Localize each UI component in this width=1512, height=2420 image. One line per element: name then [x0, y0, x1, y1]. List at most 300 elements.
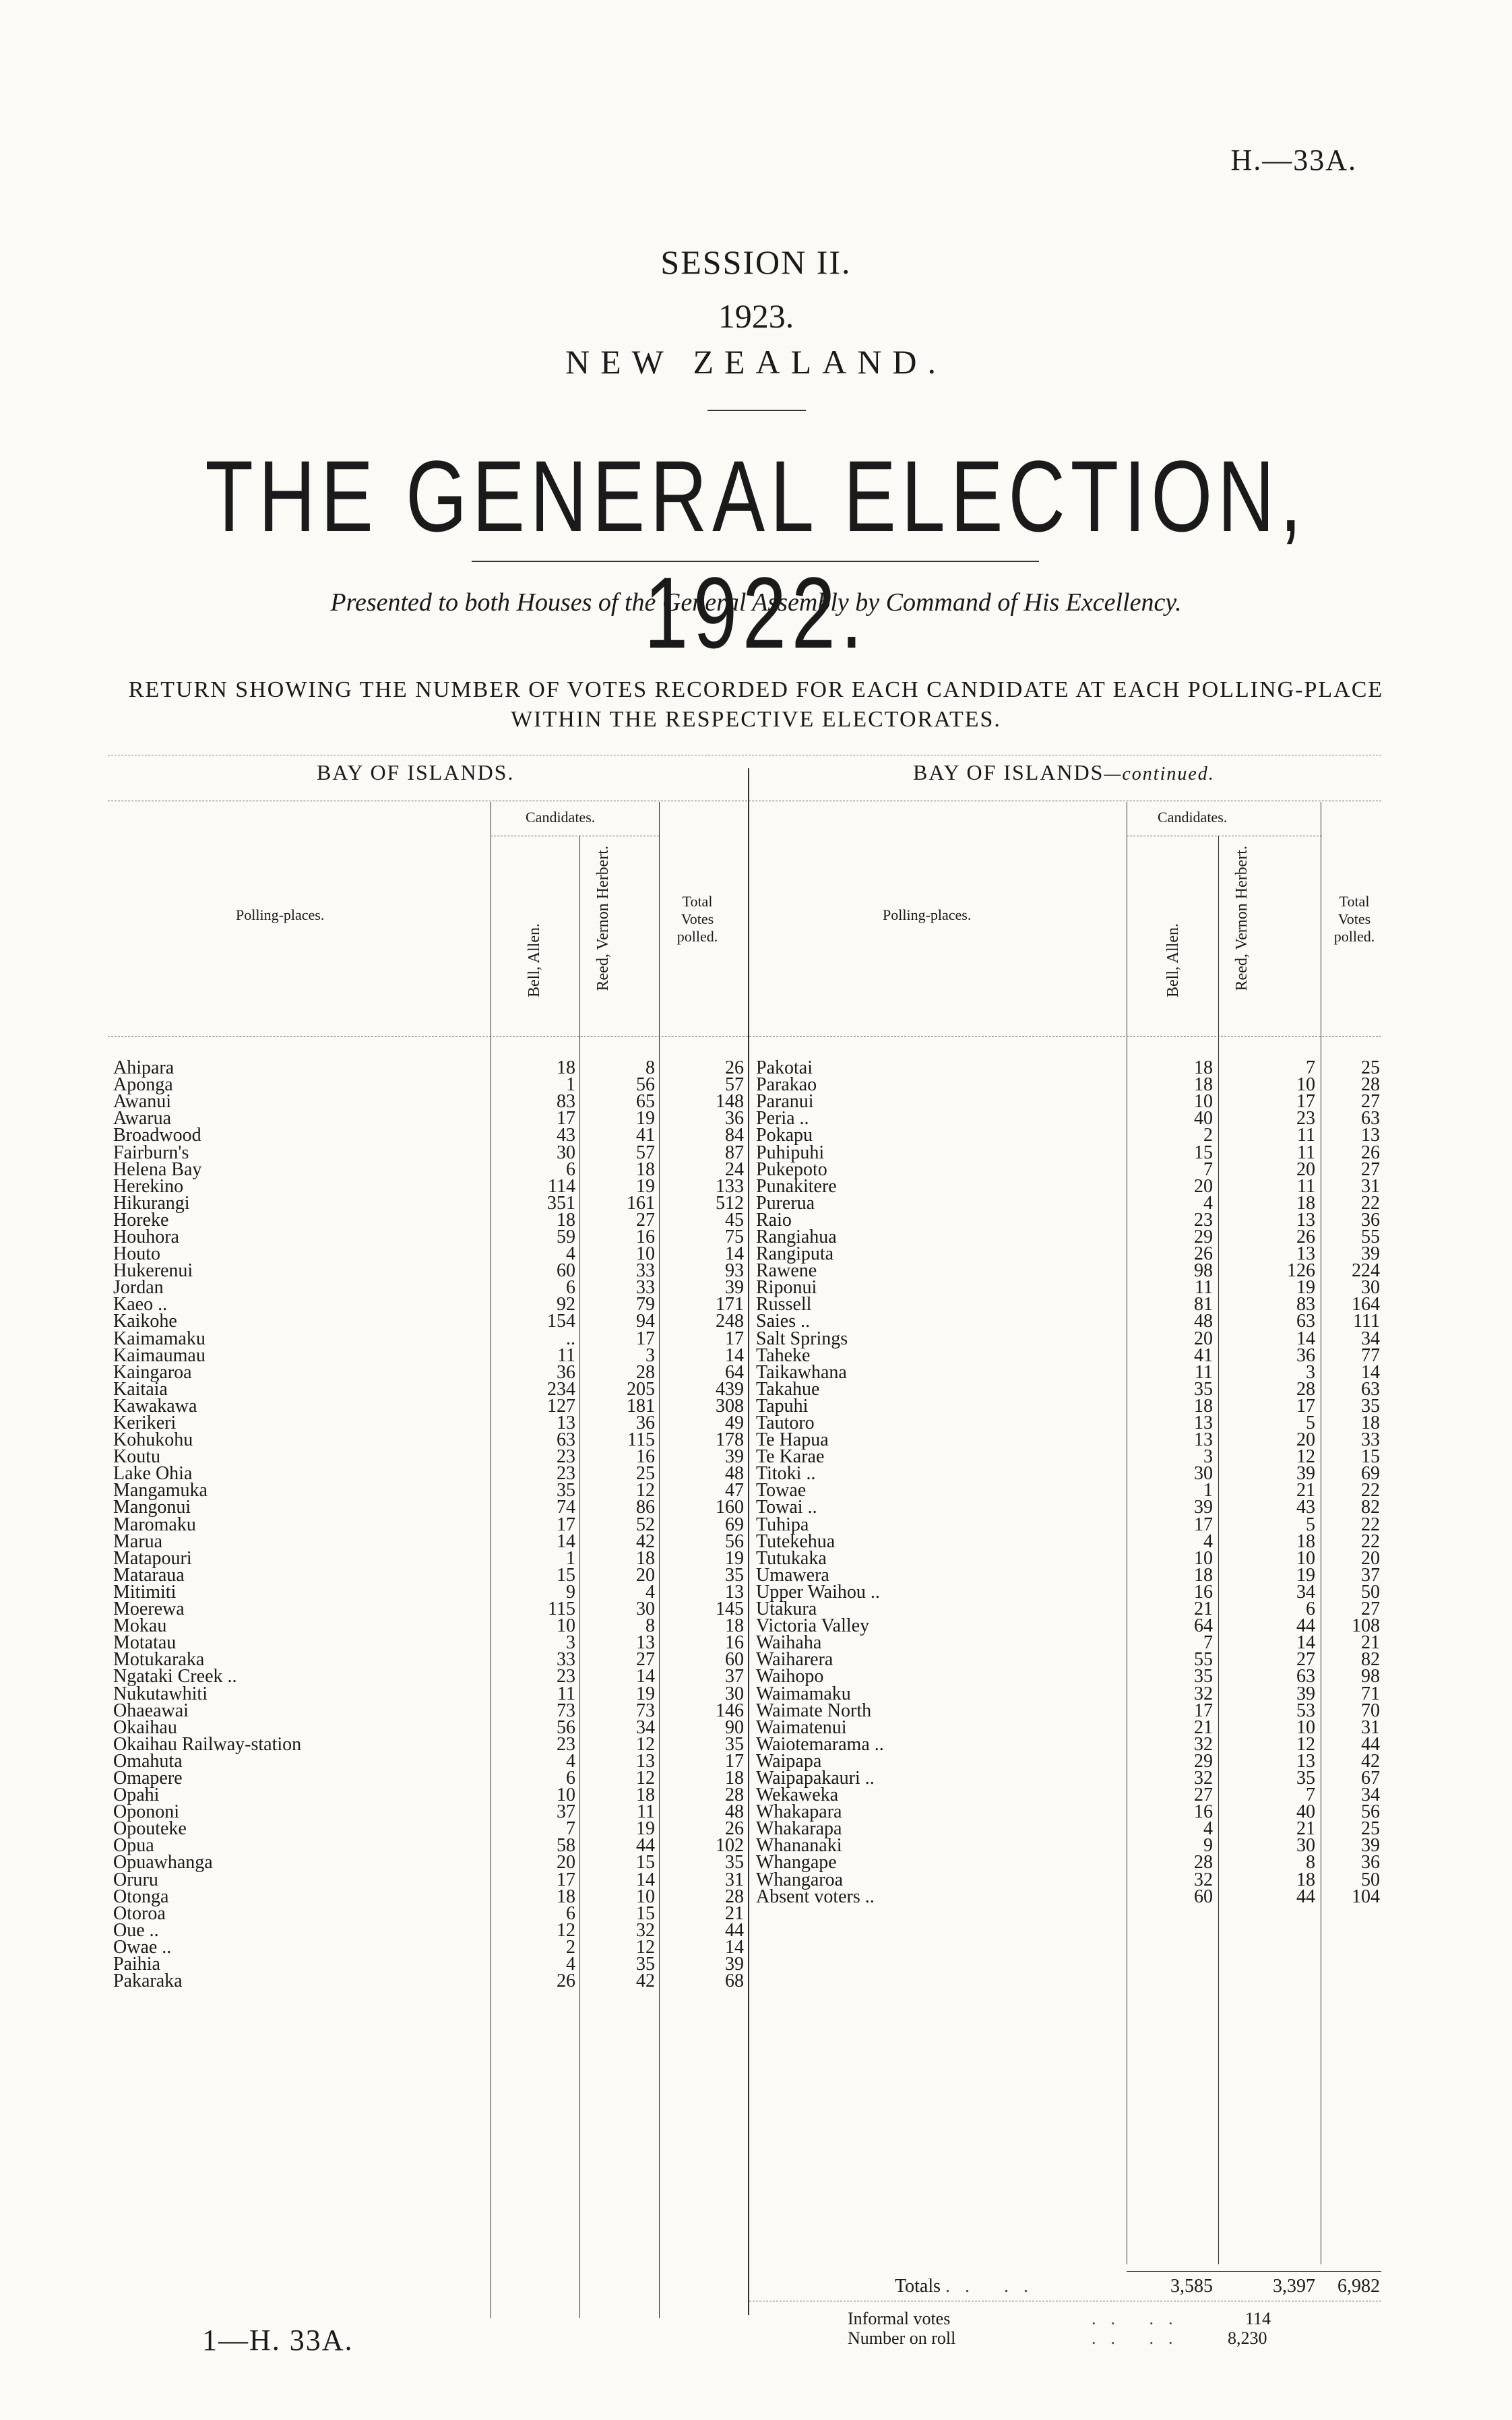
votes-candidate-1: 4	[1203, 1818, 1213, 1840]
votes-candidate-1: 58	[557, 1835, 575, 1857]
votes-candidate-2: 32	[636, 1919, 655, 1941]
polling-place-name: Helena Bay	[113, 1158, 202, 1180]
polling-place-name: Owae ..	[113, 1936, 172, 1958]
votes-candidate-2: 13	[636, 1632, 655, 1654]
polling-place-name: Utakura	[756, 1599, 817, 1620]
table-row	[111, 1973, 747, 1989]
polling-place-name: Waimate North	[756, 1700, 872, 1721]
right-electorate-name: BAY OF ISLANDS	[913, 760, 1104, 784]
votes-total: 145	[716, 1599, 744, 1620]
votes-total: 39	[725, 1277, 744, 1299]
votes-candidate-1: 81	[1194, 1294, 1213, 1315]
votes-candidate-2: 16	[636, 1226, 655, 1247]
votes-total: 31	[725, 1869, 744, 1890]
votes-candidate-2: 12	[1296, 1446, 1315, 1468]
polling-place-name: Waimamaku	[756, 1683, 851, 1704]
votes-candidate-2: 23	[1296, 1108, 1315, 1129]
votes-total: 90	[725, 1716, 744, 1738]
votes-candidate-2: 33	[636, 1260, 655, 1282]
votes-candidate-2: 44	[1296, 1615, 1315, 1637]
votes-total: 19	[725, 1547, 744, 1569]
table-row	[753, 1178, 1383, 1195]
country-heading: NEW ZEALAND.	[565, 343, 947, 381]
votes-total: 20	[1361, 1547, 1380, 1569]
votes-total: 22	[1361, 1514, 1380, 1535]
votes-candidate-1: 9	[1203, 1835, 1213, 1857]
votes-total: 14	[725, 1243, 744, 1265]
votes-candidate-1: 30	[557, 1142, 575, 1163]
votes-candidate-2: 20	[636, 1564, 655, 1586]
polling-place-name: Ohaeawai	[113, 1700, 189, 1721]
polling-place-name: Kohukohu	[113, 1429, 193, 1451]
polling-place-name: Takahue	[756, 1378, 820, 1400]
divider	[108, 1036, 748, 1037]
votes-candidate-2: 8	[645, 1615, 655, 1637]
votes-candidate-1: 21	[1194, 1716, 1213, 1738]
votes-candidate-2: 35	[636, 1954, 655, 1975]
table-row	[111, 1347, 747, 1364]
table-row	[753, 1279, 1383, 1296]
votes-candidate-2: 33	[636, 1277, 655, 1299]
votes-candidate-1: 10	[557, 1615, 575, 1637]
votes-candidate-1: 35	[1194, 1378, 1213, 1400]
votes-candidate-1: 14	[557, 1530, 575, 1552]
votes-candidate-2: 20	[1296, 1158, 1315, 1180]
polling-place-name: Aponga	[113, 1074, 173, 1096]
votes-candidate-2: 7	[1306, 1057, 1315, 1079]
votes-total: 18	[725, 1767, 744, 1789]
votes-candidate-2: 10	[1296, 1074, 1315, 1096]
votes-candidate-2: 86	[636, 1497, 655, 1518]
polling-place-name: Awarua	[113, 1108, 172, 1129]
votes-total: 224	[1352, 1260, 1380, 1282]
votes-candidate-1: 6	[566, 1767, 575, 1789]
polling-place-name: Pakaraka	[113, 1971, 183, 1992]
polling-place-name: Paihia	[113, 1954, 160, 1975]
left-candidate-2: Reed, Vernon Herbert.	[594, 846, 612, 991]
polling-place-name: Salt Springs	[756, 1328, 848, 1349]
votes-total: 48	[725, 1801, 744, 1823]
polling-place-name: Omahuta	[113, 1750, 183, 1772]
votes-candidate-1: 20	[557, 1852, 575, 1873]
votes-total: 71	[1361, 1683, 1380, 1704]
votes-candidate-2: 18	[1296, 1192, 1315, 1214]
table-row	[111, 1854, 747, 1871]
votes-total: 26	[725, 1818, 744, 1840]
polling-place-name: Tapuhi	[756, 1395, 809, 1417]
table-row	[753, 1110, 1383, 1127]
votes-total: 30	[1361, 1277, 1380, 1299]
votes-candidate-1: 60	[557, 1260, 575, 1282]
votes-candidate-1: 15	[557, 1564, 575, 1586]
polling-place-name: Omapere	[113, 1767, 183, 1789]
votes-candidate-2: 3	[645, 1344, 655, 1366]
polling-place-name: Herekino	[113, 1175, 184, 1197]
votes-candidate-2: 79	[636, 1294, 655, 1315]
votes-candidate-2: 19	[636, 1683, 655, 1704]
polling-place-cell	[111, 1818, 491, 1840]
votes-candidate-2: 6	[1306, 1599, 1315, 1620]
polling-place-name: Ngataki Creek ..	[113, 1666, 237, 1687]
votes-candidate-2: 5	[1306, 1514, 1315, 1535]
table-row	[111, 1127, 747, 1144]
polling-place-name: Hikurangi	[113, 1192, 190, 1214]
table-row	[111, 1313, 747, 1330]
votes-total: 47	[725, 1480, 744, 1501]
votes-candidate-1: 1	[566, 1074, 575, 1096]
polling-place-name: Horeke	[113, 1209, 169, 1231]
votes-total: 39	[725, 1446, 744, 1468]
votes-candidate-2: 43	[1296, 1497, 1315, 1518]
totals-label: Totals	[895, 2276, 941, 2297]
votes-candidate-2: 12	[636, 1480, 655, 1501]
votes-candidate-2: 19	[636, 1818, 655, 1840]
table-row	[111, 1685, 747, 1702]
right-candidates-label: Candidates.	[1158, 809, 1228, 826]
polling-place-name: Victoria Valley	[756, 1615, 870, 1637]
votes-candidate-1: 10	[1194, 1547, 1213, 1569]
votes-total: 56	[725, 1530, 744, 1552]
votes-total: 34	[1361, 1328, 1380, 1349]
votes-total: 36	[1361, 1209, 1380, 1231]
return-line-2: WITHIN THE RESPECTIVE ELECTORATES.	[511, 707, 1001, 732]
votes-candidate-1: 11	[557, 1344, 575, 1366]
votes-candidate-2: 14	[636, 1666, 655, 1687]
votes-candidate-2: 40	[1296, 1801, 1315, 1823]
votes-candidate-2: 30	[1296, 1835, 1315, 1857]
votes-candidate-2: 19	[636, 1175, 655, 1197]
polling-place-name: Houhora	[113, 1226, 179, 1247]
polling-place-cell	[111, 1971, 491, 1992]
table-row	[753, 1803, 1383, 1820]
polling-place-name: Rangiputa	[756, 1243, 834, 1265]
polling-place-name: Awanui	[113, 1091, 172, 1113]
votes-candidate-2: 18	[636, 1158, 655, 1180]
votes-total: 36	[1361, 1852, 1380, 1873]
votes-candidate-1: 23	[557, 1446, 575, 1468]
right-results-table	[753, 1059, 1383, 1905]
votes-total: 17	[725, 1328, 744, 1349]
polling-place-cell	[753, 1499, 1124, 1516]
table-row	[111, 1161, 747, 1178]
polling-place-name: Purerua	[756, 1192, 815, 1214]
table-row	[753, 1651, 1383, 1668]
votes-total: 98	[1361, 1666, 1380, 1687]
votes-candidate-1: 11	[1195, 1277, 1213, 1299]
polling-place-cell	[111, 1599, 491, 1620]
votes-candidate-2: 17	[636, 1328, 655, 1349]
votes-total: 14	[725, 1344, 744, 1366]
votes-total: 68	[725, 1971, 744, 1992]
votes-candidate-2: 12	[636, 1733, 655, 1755]
votes-total: 512	[716, 1192, 744, 1214]
page-title: THE GENERAL ELECTION, 1922.	[205, 439, 1307, 669]
votes-candidate-2: 52	[636, 1514, 655, 1535]
votes-total: 27	[1361, 1158, 1380, 1180]
votes-total: 45	[725, 1209, 744, 1231]
votes-total: 56	[1361, 1801, 1380, 1823]
polling-place-name: Titoki ..	[756, 1463, 816, 1485]
votes-candidate-2: 73	[636, 1700, 655, 1721]
table-row	[753, 1736, 1383, 1753]
votes-candidate-1: 26	[557, 1971, 575, 1992]
votes-candidate-1: 56	[557, 1716, 575, 1738]
roll-label: Number on roll	[848, 2328, 956, 2348]
votes-candidate-1: 55	[1194, 1649, 1213, 1671]
left-results-table	[111, 1057, 747, 1992]
votes-candidate-2: 25	[636, 1463, 655, 1485]
votes-candidate-2: 14	[636, 1869, 655, 1890]
votes-total: 18	[1361, 1413, 1380, 1434]
votes-candidate-1: 23	[557, 1733, 575, 1755]
votes-candidate-1: 2	[1203, 1125, 1213, 1146]
votes-candidate-1: 10	[557, 1785, 575, 1806]
votes-candidate-1: 11	[557, 1683, 575, 1704]
table-row	[753, 1617, 1383, 1634]
votes-candidate-1: 37	[557, 1801, 575, 1823]
polling-place-cell	[111, 1888, 491, 1905]
votes-candidate-1: 64	[1194, 1615, 1213, 1637]
votes-total: 93	[725, 1260, 744, 1282]
table-row	[111, 1499, 747, 1516]
votes-total: 35	[725, 1733, 744, 1755]
votes-total: 39	[725, 1954, 744, 1975]
votes-candidate-1: 74	[557, 1497, 575, 1518]
votes-candidate-1: 18	[557, 1057, 575, 1079]
votes-candidate-1: 29	[1194, 1750, 1213, 1772]
votes-candidate-2: 10	[1296, 1547, 1315, 1569]
votes-candidate-2: 28	[636, 1361, 655, 1383]
votes-candidate-2: 63	[1296, 1666, 1315, 1687]
polling-place-name: Kaimaumau	[113, 1344, 206, 1366]
votes-total: 39	[1361, 1835, 1380, 1857]
polling-place-name: Mangonui	[113, 1497, 191, 1518]
polling-place-name: Te Hapua	[756, 1429, 829, 1451]
polling-place-name: Opouteke	[113, 1818, 187, 1840]
table-row	[111, 1888, 747, 1905]
polling-place-name: Tuhipa	[756, 1514, 809, 1535]
votes-total: 14	[1361, 1361, 1380, 1383]
votes-total: 160	[716, 1497, 744, 1518]
votes-total: 22	[1361, 1192, 1380, 1214]
table-row	[111, 1516, 747, 1533]
table-row	[753, 1229, 1383, 1245]
votes-candidate-2: 12	[636, 1767, 655, 1789]
votes-total: 178	[716, 1429, 744, 1451]
polling-place-cell	[753, 1192, 1124, 1214]
votes-candidate-1: 17	[557, 1869, 575, 1890]
votes-candidate-1: 15	[1194, 1142, 1213, 1163]
polling-place-name: Tutukaka	[756, 1547, 827, 1569]
votes-candidate-1: 17	[1194, 1700, 1213, 1721]
continued-label: —continued.	[1104, 764, 1215, 784]
polling-place-name: Opua	[113, 1835, 154, 1857]
votes-candidate-1: 28	[1194, 1852, 1213, 1873]
votes-candidate-2: 13	[1296, 1750, 1315, 1772]
votes-candidate-2: 14	[1296, 1632, 1315, 1654]
polling-place-name: Jordan	[113, 1277, 164, 1299]
votes-total: 31	[1361, 1175, 1380, 1197]
votes-candidate-1: 11	[1195, 1361, 1213, 1383]
leader-dots: .. ..	[1092, 2309, 1188, 2328]
votes-candidate-2: 8	[645, 1057, 655, 1079]
votes-candidate-1: 30	[1194, 1463, 1213, 1485]
polling-place-name: Taikawhana	[756, 1361, 847, 1383]
votes-candidate-2: 65	[636, 1091, 655, 1113]
polling-place-name: Whakapara	[756, 1801, 842, 1823]
votes-candidate-2: 94	[636, 1311, 655, 1332]
votes-total: 30	[725, 1683, 744, 1704]
polling-place-name: Wekaweka	[756, 1785, 839, 1806]
votes-candidate-2: 21	[1296, 1480, 1315, 1501]
table-row	[753, 1465, 1383, 1482]
votes-total: 39	[1361, 1243, 1380, 1265]
polling-place-name: Kawakawa	[113, 1395, 197, 1417]
table-row	[753, 1296, 1383, 1313]
votes-candidate-2: 27	[636, 1649, 655, 1671]
table-row	[753, 1888, 1383, 1905]
polling-place-name: Kaimamaku	[113, 1328, 206, 1349]
table-row	[753, 1482, 1383, 1499]
votes-total: 35	[725, 1564, 744, 1586]
left-candidates-label: Candidates.	[526, 809, 596, 826]
votes-candidate-1: 73	[557, 1700, 575, 1721]
votes-total: 84	[725, 1125, 744, 1146]
votes-candidate-1: 36	[557, 1361, 575, 1383]
polling-place-name: Umawera	[756, 1564, 829, 1586]
polling-place-name: Hukerenui	[113, 1260, 193, 1282]
right-candidate-2: Reed, Vernon Herbert.	[1233, 846, 1251, 991]
polling-place-cell	[111, 1936, 491, 1958]
table-row	[753, 1381, 1383, 1398]
votes-candidate-1: 6	[566, 1902, 575, 1924]
right-results-body	[753, 1059, 1383, 1905]
votes-total: 35	[725, 1852, 744, 1873]
votes-total: 164	[1352, 1294, 1380, 1315]
votes-candidate-1: 234	[547, 1378, 575, 1400]
table-row	[753, 1059, 1383, 1076]
votes-candidate-2: 19	[636, 1108, 655, 1129]
polling-place-name: Pokapu	[756, 1125, 813, 1146]
polling-place-cell	[111, 1767, 491, 1789]
polling-place-name: Punakitere	[756, 1175, 837, 1197]
votes-candidate-2: 13	[636, 1750, 655, 1772]
votes-candidate-1: 10	[1194, 1091, 1213, 1113]
votes-total: 87	[725, 1142, 744, 1163]
votes-total: 27	[1361, 1599, 1380, 1620]
divider	[472, 561, 1039, 562]
votes-candidate-2: 17	[1296, 1091, 1315, 1113]
votes-candidate-1: 1	[1203, 1480, 1213, 1501]
votes-candidate-1: 3	[566, 1632, 575, 1654]
votes-total: 28	[725, 1886, 744, 1907]
votes-total: 69	[1361, 1463, 1380, 1485]
votes-candidate-1: 63	[557, 1429, 575, 1451]
table-row	[753, 1837, 1383, 1854]
votes-total: 104	[1352, 1886, 1380, 1907]
votes-candidate-2: 36	[1296, 1344, 1315, 1366]
votes-candidate-1: 17	[557, 1108, 575, 1129]
votes-total: 67	[1361, 1767, 1380, 1789]
votes-total: 64	[725, 1361, 744, 1383]
votes-candidate-2: 16	[636, 1446, 655, 1468]
table-row	[753, 1770, 1383, 1787]
polling-place-name: Towai ..	[756, 1497, 817, 1518]
votes-candidate-1: 7	[1203, 1632, 1213, 1654]
roll-value: 8,230	[1228, 2328, 1267, 2348]
votes-candidate-2: 15	[636, 1902, 655, 1924]
votes-total: 133	[716, 1175, 744, 1197]
votes-total: 37	[725, 1666, 744, 1687]
polling-place-name: Whakarapa	[756, 1818, 842, 1840]
polling-place-name: Kerikeri	[113, 1413, 177, 1434]
votes-candidate-1: 21	[1194, 1599, 1213, 1620]
left-place-header: Polling-places.	[236, 906, 325, 923]
polling-place-name: Mangamuka	[113, 1480, 208, 1501]
return-line-1: RETURN SHOWING THE NUMBER OF VOTES RECORDED FOR EACH CANDIDATE AT EACH POLLING-PLACE	[128, 677, 1384, 702]
table-row	[753, 1787, 1383, 1803]
votes-total: 49	[725, 1413, 744, 1434]
table-row	[753, 1448, 1383, 1465]
votes-candidate-1: 83	[557, 1091, 575, 1113]
polling-place-cell	[111, 1516, 491, 1533]
polling-place-name: Pakotai	[756, 1057, 813, 1079]
votes-total: 13	[725, 1581, 744, 1603]
votes-candidate-1: 27	[1194, 1785, 1213, 1806]
votes-candidate-1: 9	[566, 1581, 575, 1603]
polling-place-name: Okaihau	[113, 1716, 177, 1738]
polling-place-name: Tutekehua	[756, 1530, 836, 1552]
votes-total: 48	[725, 1463, 744, 1485]
year-heading: 1923.	[718, 297, 794, 335]
votes-candidate-2: 42	[636, 1971, 655, 1992]
polling-place-name: Absent voters ..	[756, 1886, 875, 1907]
polling-place-name: Rangiahua	[756, 1226, 837, 1247]
polling-place-name: Mataraua	[113, 1564, 185, 1586]
divider	[749, 1036, 1381, 1037]
votes-candidate-2: 56	[636, 1074, 655, 1096]
polling-place-name: Houto	[113, 1243, 160, 1265]
votes-candidate-2: 18	[636, 1547, 655, 1569]
polling-place-name: Waipapakauri ..	[756, 1767, 875, 1789]
votes-candidate-1: ..	[566, 1328, 575, 1349]
polling-place-name: Maromaku	[113, 1514, 196, 1535]
votes-candidate-1: 351	[547, 1192, 575, 1214]
votes-candidate-2: 34	[1296, 1581, 1315, 1603]
polling-place-name: Upper Waihou ..	[756, 1581, 880, 1603]
polling-place-name: Otonga	[113, 1886, 169, 1907]
polling-place-name: Kaikohe	[113, 1311, 177, 1332]
votes-candidate-1: 17	[557, 1514, 575, 1535]
votes-candidate-1: 4	[566, 1954, 575, 1975]
polling-place-name: Oruru	[113, 1869, 158, 1890]
votes-total: 57	[725, 1074, 744, 1096]
divider	[1127, 2271, 1381, 2272]
table-row	[111, 1533, 747, 1550]
votes-candidate-1: 39	[1194, 1497, 1213, 1518]
votes-candidate-1: 20	[1194, 1328, 1213, 1349]
votes-candidate-2: 20	[1296, 1429, 1315, 1451]
votes-candidate-1: 35	[1194, 1666, 1213, 1687]
votes-candidate-2: 19	[1296, 1564, 1315, 1586]
votes-total: 44	[1361, 1733, 1380, 1755]
table-row	[111, 1178, 747, 1195]
polling-place-cell	[111, 1429, 491, 1451]
votes-total: 28	[1361, 1074, 1380, 1096]
votes-total: 75	[725, 1226, 744, 1247]
votes-candidate-2: 63	[1296, 1311, 1315, 1332]
votes-candidate-2: 205	[627, 1378, 655, 1400]
